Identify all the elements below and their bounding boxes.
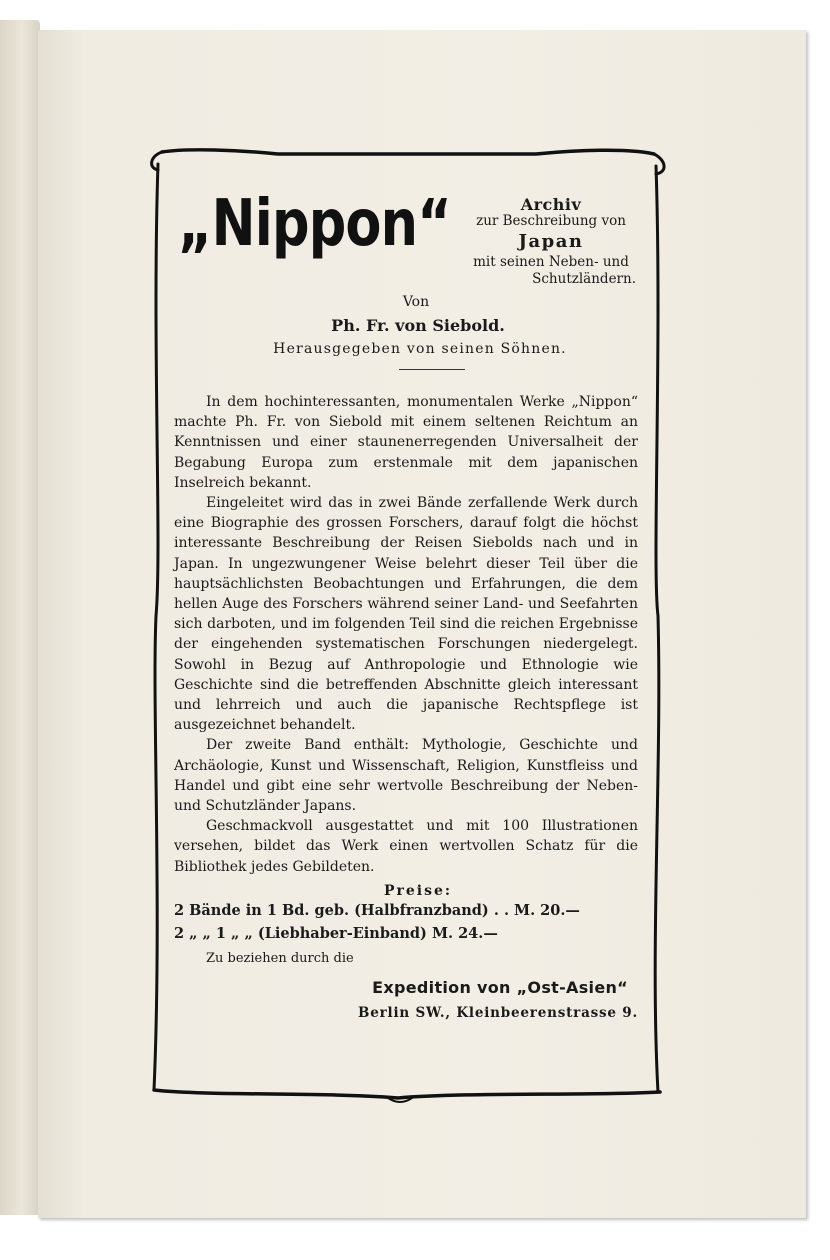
archiv-line-5: Schutzländern. xyxy=(532,271,636,287)
publisher-name: Expedition von „Ost-Asien“ xyxy=(372,977,628,997)
paragraph-1: In dem hochinteressanten, monumentalen Werke „Nippon“ machte Ph. Fr. von Siebold mit einem seltenen Reichtum an Kenntnissen und einer staunenerregenden Universalheit der Begabung Europa zum erstenmale mit dem japanischen Inselreich bekannt. xyxy=(174,394,638,491)
nippon-title: „Nippon“ xyxy=(178,187,451,261)
advert-header xyxy=(174,188,638,300)
via-line: Zu beziehen durch die xyxy=(206,950,354,966)
publisher-address: Berlin SW., Kleinbeerenstrasse 9. xyxy=(358,1004,638,1021)
paragraph-4: Geschmackvoll ausgestattet und mit 100 Illustrationen versehen, bildet das Werk einen wertvollen Schatz für die Bibliothek jedes Gebildeten. xyxy=(174,818,638,875)
von-label: Von xyxy=(402,294,430,310)
author-name: Ph. Fr. von Siebold. xyxy=(331,316,505,335)
prices-heading: Preise: xyxy=(383,882,453,899)
advertisement xyxy=(174,188,638,1021)
book-spine-edge xyxy=(0,20,40,1215)
archiv-line-3: Japan xyxy=(518,231,584,252)
editors-line: Herausgegeben von seinen Söhnen. xyxy=(273,341,567,357)
archiv-line-1: Archiv xyxy=(520,195,582,214)
price-row-1: 2 Bände in 1 Bd. geb. (Halbfranzband) . . M. 20.— xyxy=(174,901,580,919)
archiv-subtitle xyxy=(466,196,636,288)
price-row-2: 2 „ „ 1 „ „ (Liebhaber-Einband) M. 24.— xyxy=(174,924,498,942)
paragraph-2: Eingeleitet wird das in zwei Bände zerfallende Werk durch eine Biographie des grossen Forschers, darauf folgt die höchst interessante Beschreibung der Reisen Siebolds nach und in Japan. In ungezwungener Weise belehrt dieser Teil über die hauptsächlichsten Beobachtungen und Erfahrungen, die dem hellen Auge des Forschers während seiner Land- und Seefahrten sich darboten, und im folgenden Teil sind die reichen Ergebnisse der eingehenden systematischen Forschungen niedergelegt. Sowohl in Bezug auf Anthropologie und Ethnologie wie Geschichte sind die betreffenden Abschnitte gleich interessant und lehrreich und auch die japanische Rechtspflege ist ausgezeichnet behandelt. xyxy=(174,495,638,734)
divider-rule xyxy=(399,369,465,370)
paragraph-3: Der zweite Band enthält: Mythologie, Geschichte und Archäologie, Kunst und Wissenschaft, Religion, Kunstfleiss und Handel und gibt eine sehr wertvolle Beschreibung der Neben- und Schutzländer Japans. xyxy=(174,737,638,815)
archiv-line-2: zur Beschreibung von xyxy=(476,213,626,229)
archiv-line-4: mit seinen Neben- und xyxy=(473,254,629,270)
